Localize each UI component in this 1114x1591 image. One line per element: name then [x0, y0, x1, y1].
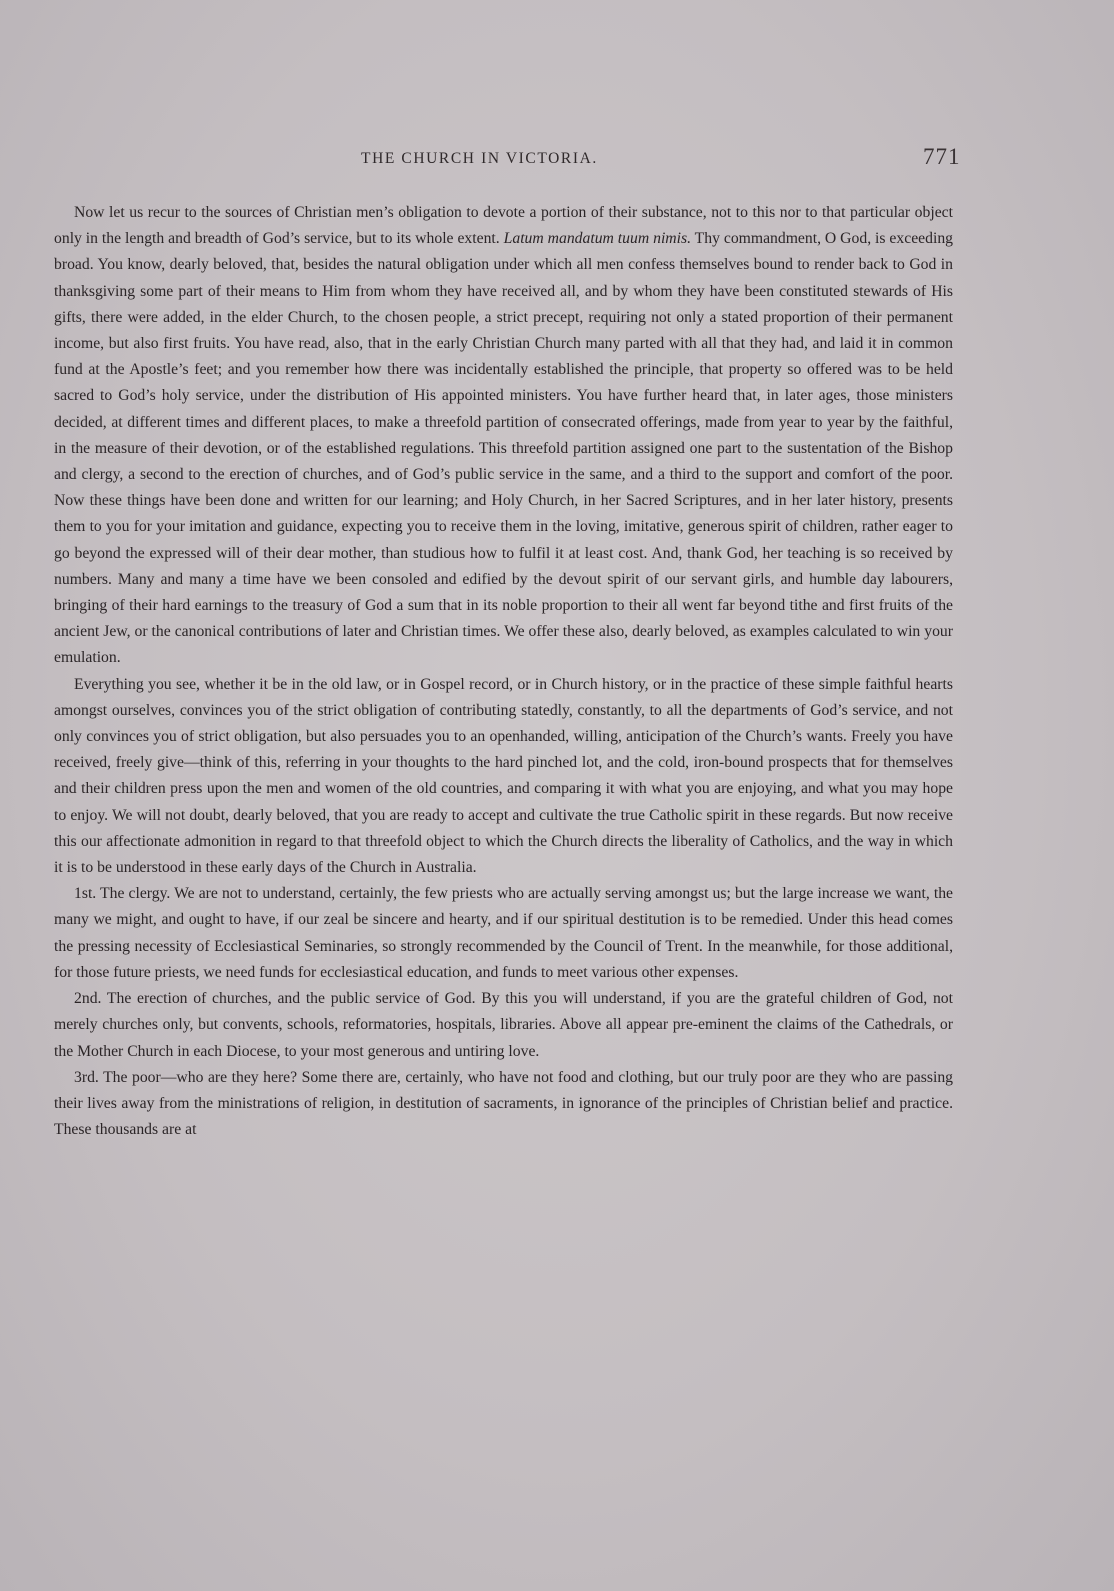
paragraph-third-the-poor: 3rd. The poor—who are they here? Some there are, certainly, who have not food and clothing, but our truly poor are they who are passing their lives away from the ministrations of religion, in destitution of sacraments, in ignorance of the principles of Christian belief and practice. These thousands are at [54, 1068, 953, 1139]
paragraph-text: Now let us recur to the sources of Christian men’s obligation to devote a portion of their substance, not to this nor to that particular object only in the length and breadth of God’s service, but to its whole extent. [54, 204, 953, 248]
page-number: 771 [923, 144, 961, 169]
body-text [54, 200, 953, 1143]
running-head [0, 146, 1114, 176]
latin-quotation: Latum mandatum tuum nimis. [503, 230, 692, 248]
running-title: THE CHURCH IN VICTORIA. [361, 150, 598, 167]
paragraph-first-the-clergy: 1st. The clergy. We are not to understand, certainly, the few priests who are actually serving amongst us; but the large increase we want, the many we might, and ought to have, if our zeal be sincere and hearty, and if our spiritual destitution is to be remedied. Under this head comes the pressing necessity of Ecclesiastical Seminaries, so strongly recommended by the Council of Trent. In the meanwhile, for those additional, for those future priests, we need funds for ecclesiastical education, and funds to meet various other expenses. [54, 885, 953, 981]
paragraph-second-churches: 2nd. The erection of churches, and the public service of God. By this you will understand, if you are the grateful children of God, not merely churches only, but convents, schools, reformatories, hospitals, libraries. Above all appear pre-eminent the claims of the Cathedrals, or the Mother Church in each Diocese, to your most generous and untiring love. [54, 990, 953, 1060]
paragraph-everything-you-see: Everything you see, whether it be in the old law, or in Gospel record, or in Church history, or in the practice of these simple faithful hearts amongst ourselves, convinces you of the strict obligation of contributing statedly, constantly, to all the departments of God’s service, and not only convinces you of strict obligation, but also persuades you to an openhanded, willing, anticipation of the Church’s wants. Freely you have received, freely give—think of this, referring in your thoughts to the hard pinched lot, and the cold, iron-bound prospects that for themselves and their children press upon the men and women of the old countries, and comparing it with what you are enjoying, and what you may hope to enjoy. We will not doubt, dearly beloved, that you are ready to accept and cultivate the true Catholic spirit in these regards. But now receive this our affectionate admonition in regard to that threefold object to which the Church directs the liberality of Catholics, and the way in which it is to be understood in these early days of the Church in Australia. [54, 675, 953, 877]
paragraph-text: Thy commandment, O God, is exceeding broad. You know, dearly beloved, that, besides the natural obligation under which all men confess themselves bound to render back to God in thanksgiving some part of their means to Him from whom they have received all, and by whom they have been constituted stewards of His gifts, there were added, in the elder Church, to the chosen people, a strict precept, requiring not only a stated proportion of their permanent income, but also first fruits. You have read, also, that in the early Christian Church many parted with all that they had, and laid it in common fund at the Apostle’s feet; and you remember how there was incidentally established the principle, that property so offered was to be held sacred to God’s holy service, under the distribution of His appointed ministers. You have further heard that, in later ages, those ministers decided, at different times and different places, to make a threefold partition of consecrated offerings, made from year to year by the faithful, in the measure of their devotion, or of the established regulations. This threefold partition assigned one part to the sustentation of the Bishop and clergy, a second to the erection of churches, and of God’s public service in the same, and a third to the support and comfort of the poor. Now these things have been done and written for our learning; and Holy Church, in her Sacred Scriptures, and in her later history, presents them to you for your imitation and guidance, expecting you to receive them in the loving, imitative, generous spirit of children, rather eager to go beyond the expressed will of their dear mother, than studious how to fulfil it at least cost. And, thank God, her teaching is so received by numbers. Many and many a time have we been consoled and edified by the devout spirit of our servant girls, and humble day labourers, bringing of their hard earnings to the treasury of God a sum that in its noble proportion to their all went far beyond tithe and first fruits of the ancient Jew, or the canonical contributions of later and Christian times. We offer these also, dearly beloved, as examples calculated to win your emulation. [54, 230, 954, 667]
paragraph-sources-of-obligation [54, 200, 953, 672]
